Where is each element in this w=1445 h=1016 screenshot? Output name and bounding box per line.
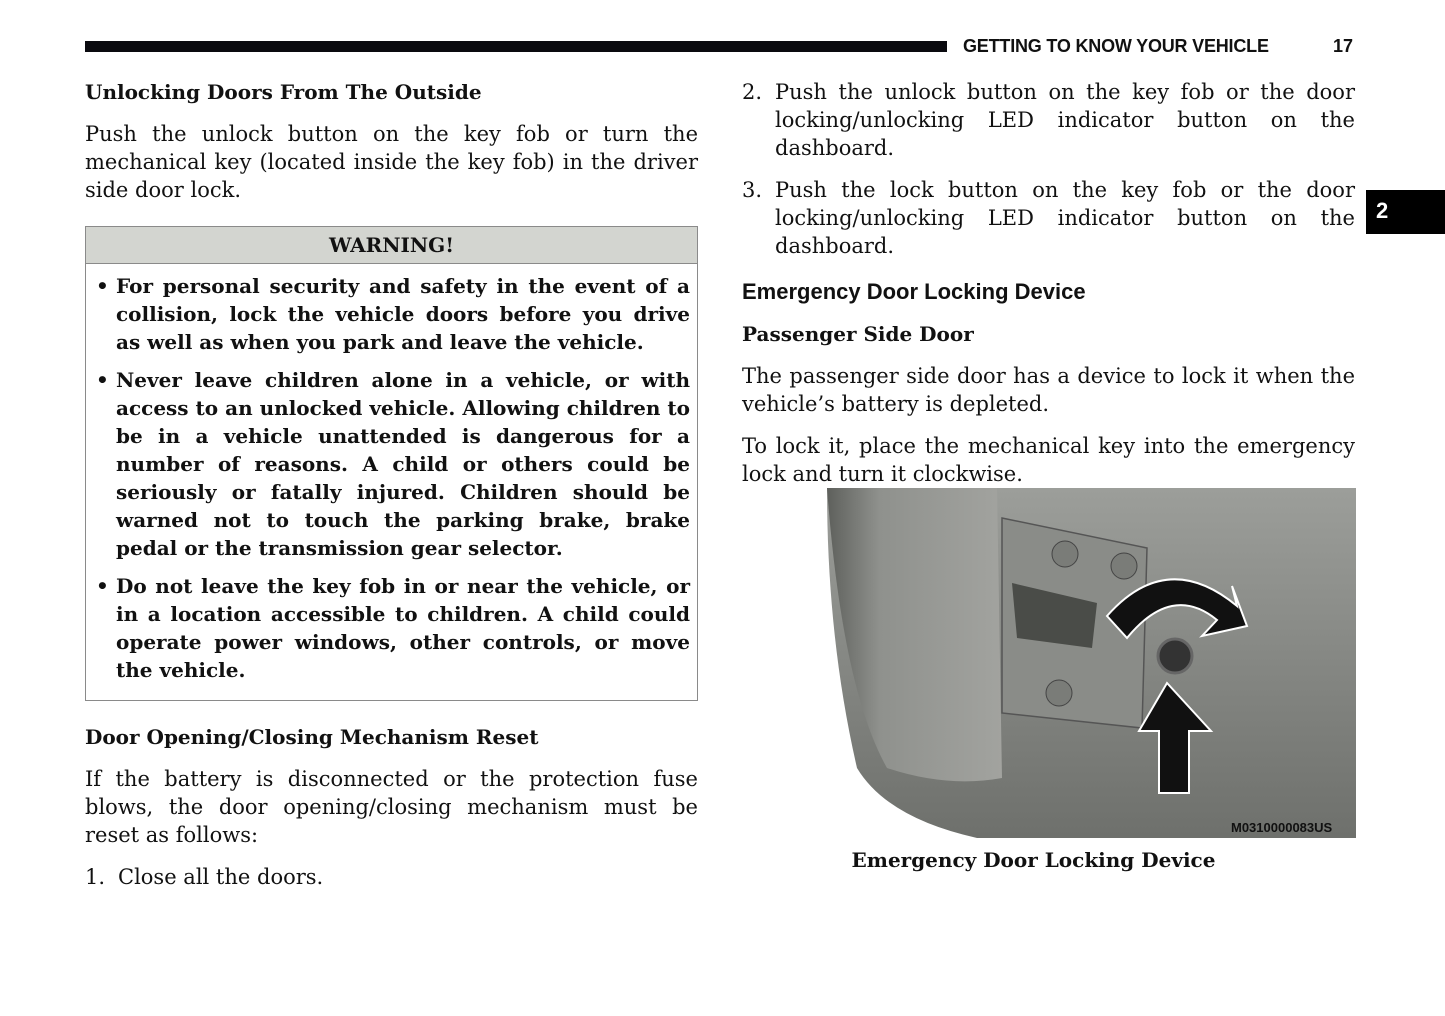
paragraph: Push the unlock button on the key fob or turn the mechanical key (located inside the key fob) in the driver side door lock.	[85, 122, 698, 202]
header-rule	[85, 41, 947, 52]
step-text: Push the unlock button on the key fob or the door locking/unlocking LED indicator button on the dashboard.	[775, 80, 1355, 160]
heading-mechanism-reset: Door Opening/Closing Mechanism Reset	[85, 725, 539, 749]
step-number: 3.	[742, 178, 763, 202]
right-column	[742, 78, 1355, 502]
figure-code: M0310000083US	[1231, 820, 1333, 835]
step-number: 1.	[85, 865, 106, 889]
warning-item: • Never leave children alone in a vehicle, or with access to an unlocked vehicle. Allowing children to be in a vehicle unattended is dangerous for a number of reasons. A child or others could be seriously or fatally injured. Children should be warned not to touch the parking brake, brake pedal or the transmission gear selector.	[94, 366, 690, 562]
heading-passenger-door: Passenger Side Door	[742, 322, 974, 346]
door-lock-illustration	[827, 488, 1356, 838]
step-item	[742, 176, 1355, 260]
warning-box	[85, 226, 698, 701]
warning-item: • Do not leave the key fob in or near the vehicle, or in a location accessible to children. A child could operate power windows, other controls, or move the vehicle.	[94, 572, 690, 684]
step-text: Push the lock button on the key fob or the door locking/unlocking LED indicator button on the dashboard.	[775, 178, 1355, 258]
paragraph: If the battery is disconnected or the protection fuse blows, the door opening/closing mechanism must be reset as follows:	[85, 767, 698, 847]
figure-caption	[742, 848, 1355, 872]
step-item	[742, 78, 1355, 162]
warning-item: • For personal security and safety in the event of a collision, lock the vehicle doors before you drive as well as when you park and leave the vehicle.	[94, 272, 690, 356]
step-text: Close all the doors.	[118, 865, 324, 889]
paragraph: The passenger side door has a device to lock it when the vehicle’s battery is depleted.	[742, 364, 1355, 416]
warning-title: WARNING!	[86, 227, 697, 264]
figure-caption-text: Emergency Door Locking Device	[851, 848, 1216, 872]
paragraph: To lock it, place the mechanical key into the emergency lock and turn it clockwise.	[742, 434, 1355, 486]
heading-unlocking-doors: Unlocking Doors From The Outside	[85, 80, 482, 104]
left-column	[85, 78, 698, 905]
section-title: GETTING TO KNOW YOUR VEHICLE	[963, 36, 1269, 56]
chapter-tab: 2	[1366, 190, 1445, 234]
step-item	[85, 863, 698, 891]
heading-emergency-lock: Emergency Door Locking Device	[742, 279, 1086, 304]
step-number: 2.	[742, 80, 763, 104]
page-number: 17	[1333, 36, 1354, 56]
